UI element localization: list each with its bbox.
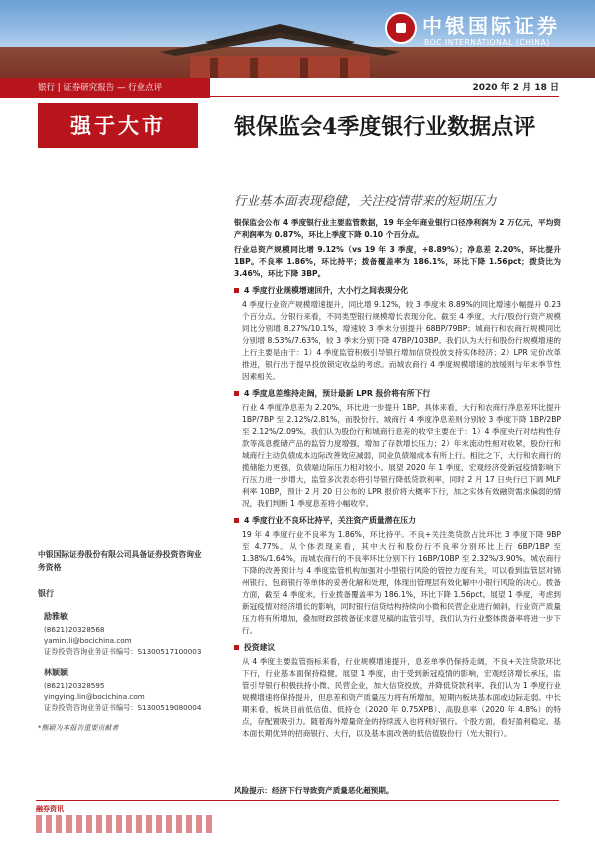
header-strip [0,78,595,98]
analyst-phone: (8621)20328568 [44,625,105,634]
boc-logo-icon [385,12,417,44]
analyst-name: 林颖颖 [44,668,68,677]
rating-badge: 强于大市 [38,103,198,148]
lead-paragraph: 行业总资产规模同比增 9.12%（vs 19 年 3 季度，+8.89%）；净息差 2.20%，环比提升 1BP。不良率 1.86%，环比持平；拨备覆盖率为 186.1%，环比下降 1.56pct；拨贷比为 3.46%，环比下降 3BP。 [234,245,561,278]
analyst-card [44,667,206,713]
header-banner [0,0,595,78]
section-heading [234,285,561,297]
section-heading-text: 投资建议 [244,643,276,652]
section-heading-text: 4 季度息差维持走阔，预计最新 LPR 报价将有所下行 [244,389,431,398]
analyst-cert: 证券投资咨询业务证书编号：S1300519080004 [44,703,202,712]
analyst-cert: 证券投资咨询业务证书编号：S1300517100003 [44,647,202,656]
bullet-square-icon [234,645,239,650]
section-heading [234,642,561,654]
contributor-note: *熊颖为本报告重要贡献者 [38,724,119,732]
palace-roof-icon [150,22,410,78]
bullet-square-icon [234,391,239,396]
analyst-phone: (8621)20328595 [44,681,105,690]
bullet-square-icon [234,518,239,523]
report-subtitle: 行业基本面表现稳健，关注疫情带来的短期压力 [234,193,497,208]
risk-warning: 风险提示：经济下行导致资产质量恶化超预期。 [234,786,394,795]
breadcrumb: 银行 | 证券研究报告 — 行业点评 [0,78,210,98]
section-heading-text: 4 季度行业不良环比持平，关注资产质量潜在压力 [244,516,416,525]
section-heading [234,515,561,527]
analyst-email[interactable]: yamin.li@bocichina.com [44,636,132,645]
section-paragraph: 19 年 4 季度行业不良率为 1.86%，环比持平。不良+关注类贷款占比环比 3 季度下降 9BP 至 4.77%。从个体表现来看，其中大行和股份行不良率分别环比上行 6BP/1BP 至 1.38%/1.64%，而城农商行的不良率环比分别下行 16BP/10BP 至 2.32%/3.90%。城农商行下降的改善预计与 4 季度监管机构加强对小型银行风险的管控力度有关，可以看到监管层对锦州银行、包商银行等单体的妥善化解和处理，体现出管理层有效化解中小银行风险的决心。拨备方面，截至 4 季度末，行业拨备覆盖率为 186.1%，环比下降 1.56pct。展望 1 季度，考虑到新冠疫情对经济增长的影响，同时银行信贷结构持续向小微和民营企业进行倾斜，行业资产质量压力将有所增加，叠加财政部拨备征求意见稿的监管引导，我们认为行业整体拨备率将进一步下行。 [242,530,561,635]
brand-name-en: BOC INTERNATIONAL (CHINA) [424,38,550,47]
section-paragraph: 4 季度行业资产规模增速提升，同比增 9.12%，较 3 季度末 8.89%的同比增速小幅提升 0.23 个百分点。分银行来看，不同类型银行规模增长表现分化。截至 4 季度，大行/股份行资产规模同比分别增 8.27%/10.1%，增速较 3 季末分别提升 68BP/79BP；城商行和农商行规模同比分别增 8.53%/7.63%，较 3 季末分别下降 47BP/103BP。我们认为大行和股份行规模增速的上行主要是由于：1）4 季度监管积极引导银行增加信贷投放支持实体经济；2）LPR 定价改革推进，银行出于提早投放锁定收益的考虑。而城农商行 4 季度规模增速的放缓则与年末季节性因素相关。 [242,300,561,381]
section-paragraph: 行业 4 季度净息差为 2.20%，环比进一步提升 1BP。具体来看，大行和农商行净息差环比提升 1BP/7BP 至 2.12%/2.81%，而股份行、城商行 4 季度净息差则分别较 3 季度下降 1BP/2BP 至 2.12%/2.09%。我们认为股份行和城商行息差的收窄主要在于：1）4 季度央行对结构性存款等高息揽储产品的监管力度增强，增加了存款增长压力；2）年末流动性相对收紧，股份行和城商行主动负债成本边际改善效应减弱，同业负债端成本有所上行。相比之下，大行和农商行的揽储能力更强，负债端边际压力相对较小。展望 2020 年 1 季度，宏观经济受新冠疫情影响下行压力进一步增大，监管多次表态将引导银行降低贷款利率，同时 2 月 17 日央行已下调 MLF 利率 10BP，预计 2 月 20 日公布的 LPR 报价将大概率下行，加之实体有效融资需求偏弱的情况，我们判断 1 季度息差将小幅收窄。 [242,403,562,508]
section-heading [234,388,561,400]
sector-label: 银行 [38,589,54,598]
report-date: 2020 年 2 月 18 日 [472,83,559,93]
report-title: 银保监会4季度银行业数据点评 [234,114,536,140]
analyst-card [44,611,206,657]
report-body [234,217,561,742]
analyst-sidebar [38,548,206,734]
lead-paragraph: 银保监会公布 4 季度银行业主要监管数据，19 年全年商业银行口径净利润为 2 万亿元，平均资产利润率为 0.87%，环比上季度下降 0.10 个百分点。 [234,218,561,239]
brand-name-cn: 中银国际证券 [422,14,560,38]
bullet-square-icon [234,288,239,293]
section-heading-text: 4 季度行业规模增速回升，大小行之间表现分化 [244,286,409,295]
footer-divider [36,800,559,801]
company-qualification: 中银国际证券股份有限公司具备证券投资咨询业务资格 [38,550,202,572]
analyst-name: 励雅敏 [44,612,68,621]
footer-tag: 融券资讯 [36,805,64,813]
analyst-email[interactable]: yingying.lin@bocichina.com [44,692,145,701]
section-paragraph: 从 4 季度主要监管指标来看，行业规模增速提升，息差单季仍保持走阔，不良+关注贷款环比下行，行业基本面保持稳健。展望 1 季度，由于受到新冠疫情的影响，宏观经济增长承压，监管引导银行积极扶持小微、民营企业，加大信贷投放，并降低贷款利率。我们认为 1 季度行业规模增速将保持提升，但息差和资产质量压力将有所增加，短期内板块基本面或边际走弱。中长期来看，板块目前低估值、低持仓（2020 年 0.75XPB）、高股息率（2020 年 4.8%）的特点，存配置吸引力。随着海外增量资金的持续流入也将利好银行。个股方面，看好盈利稳定、基本面长期优异的招商银行、大行，以及基本面改善的低估值股份行（光大银行）。 [242,657,561,738]
footer-pattern [36,815,216,833]
